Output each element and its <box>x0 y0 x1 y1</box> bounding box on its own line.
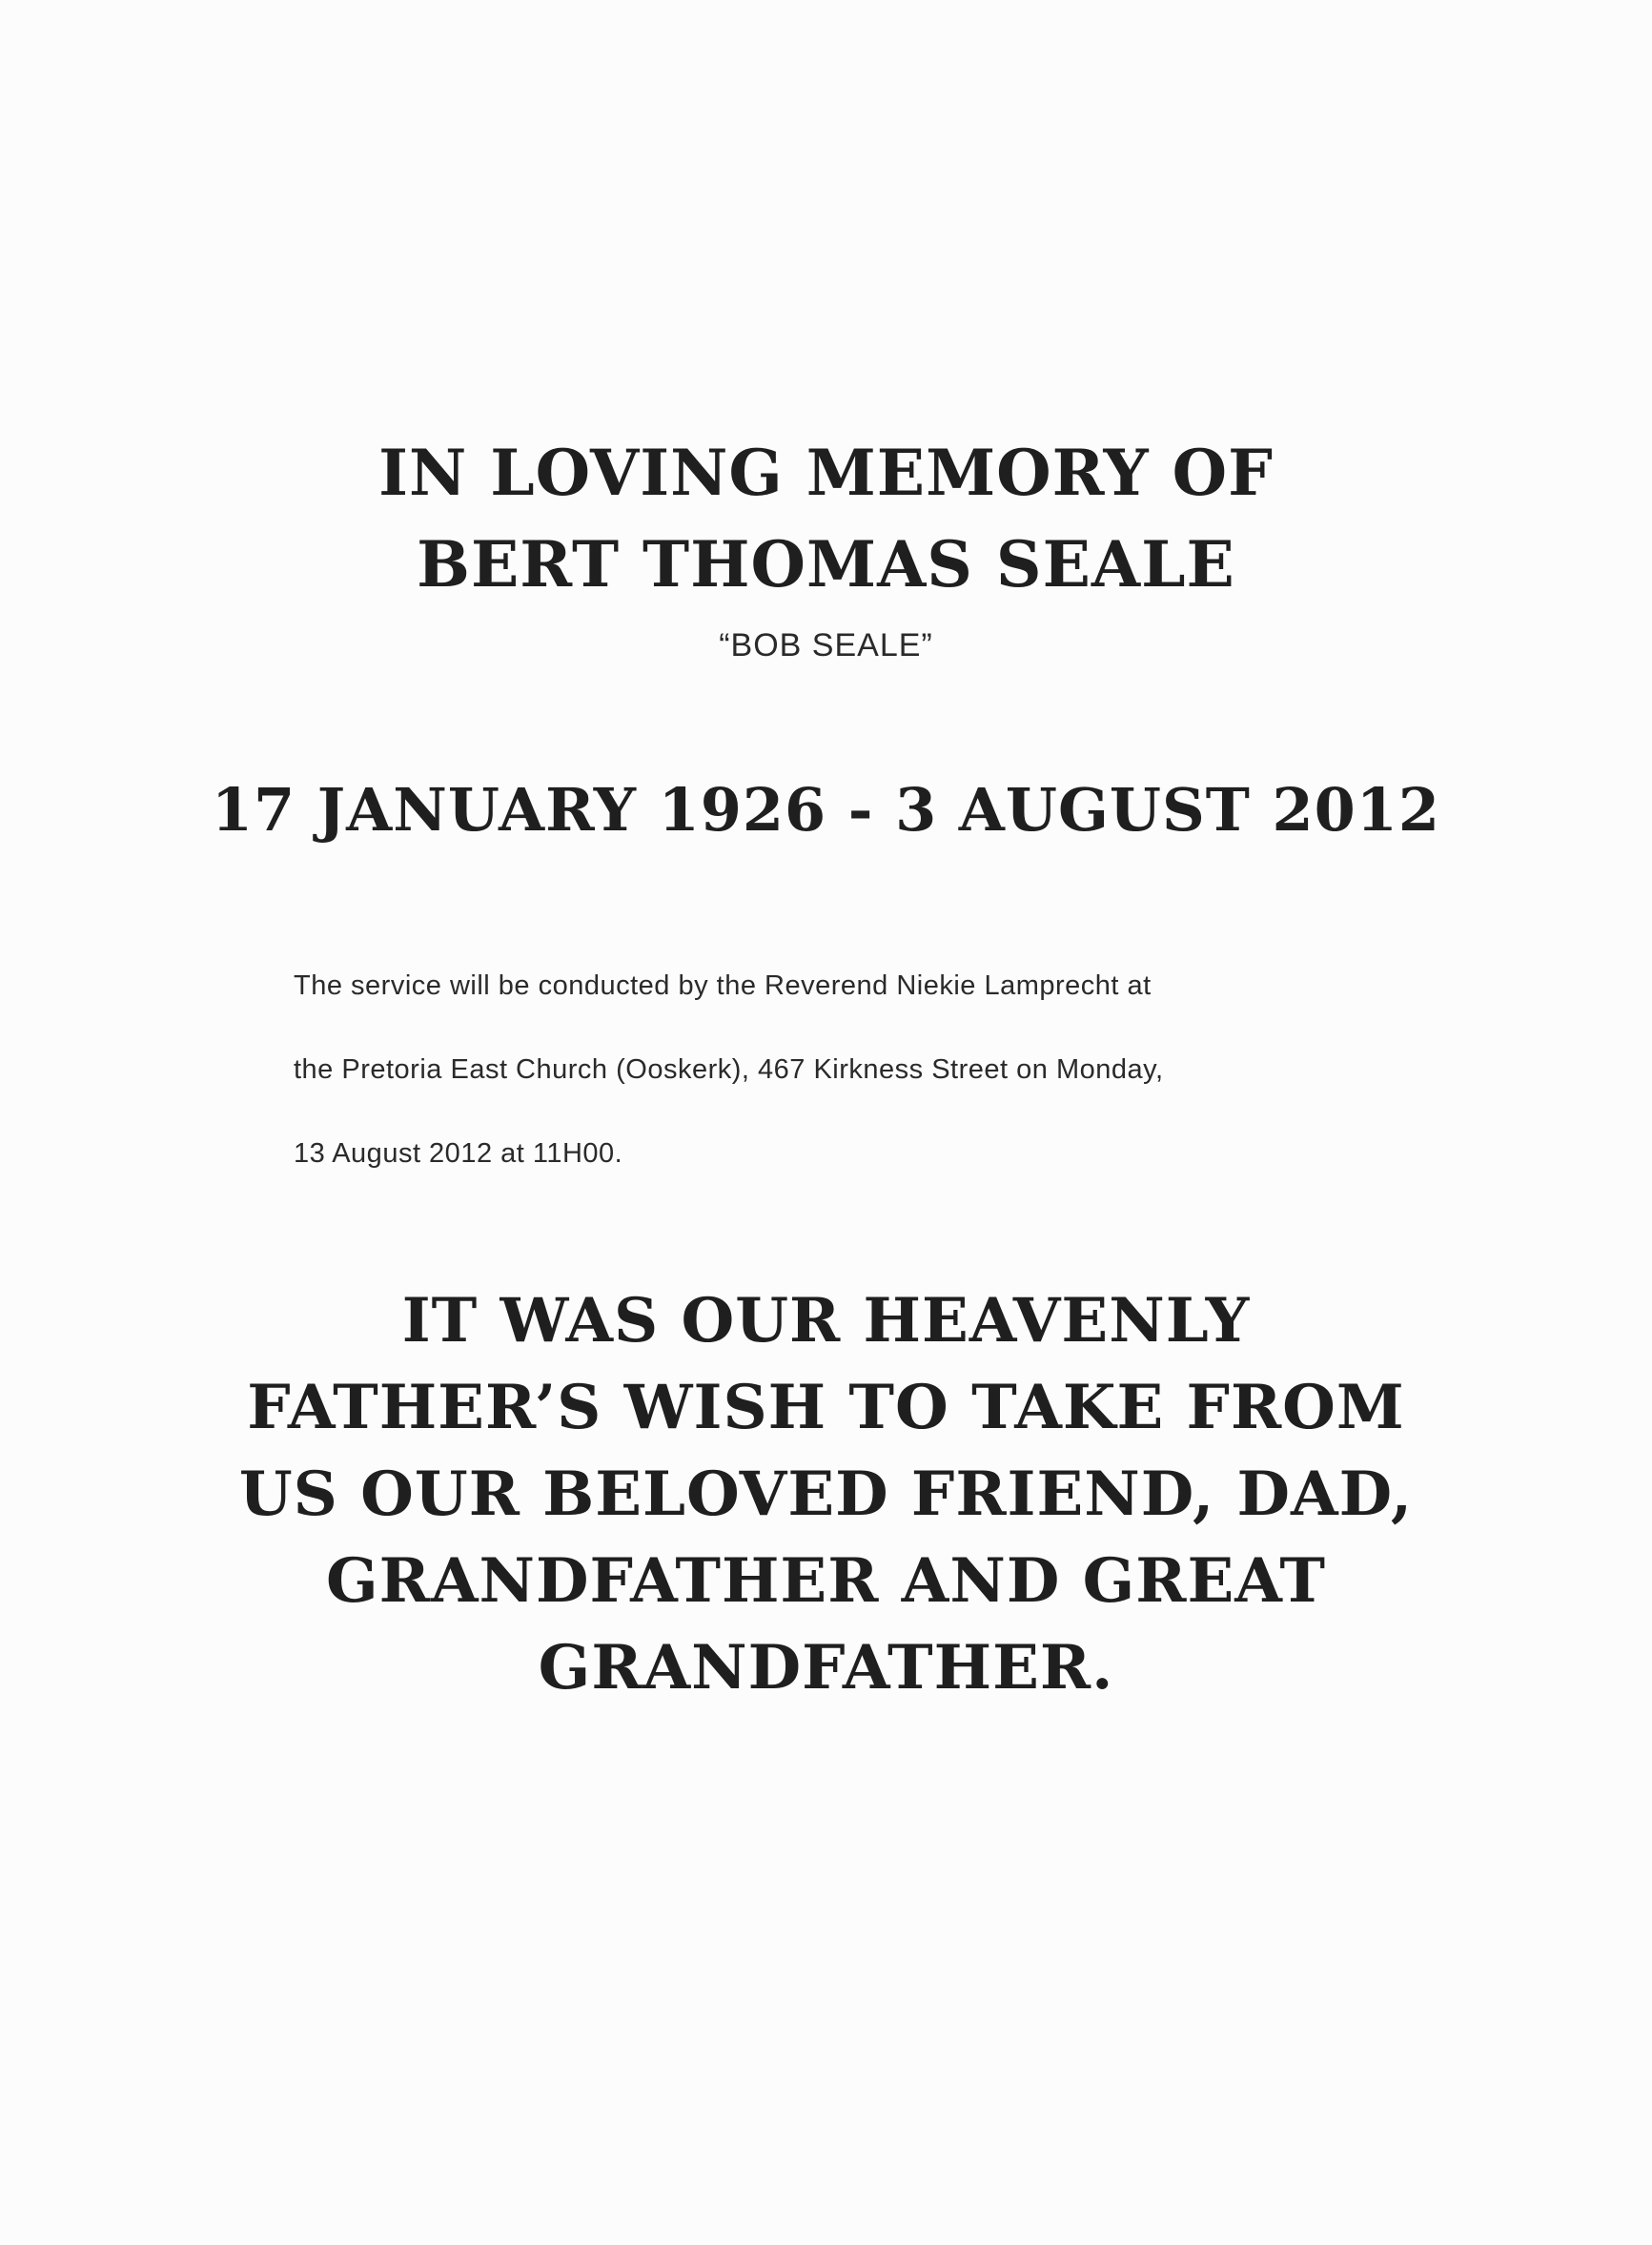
closing-line-2: FATHER’S WISH TO TAKE FROM <box>247 1372 1405 1443</box>
closing-line-5: GRANDFATHER. <box>538 1632 1114 1704</box>
memorial-title <box>0 427 1652 610</box>
closing-line-3: US OUR BELOVED FRIEND, DAD, <box>238 1459 1414 1530</box>
service-line-2: the Pretoria East Church (Ooskerk), 467 Kirkness Street on Monday, <box>294 1054 1164 1085</box>
life-dates: 17 JANUARY 1926 - 3 AUGUST 2012 <box>211 775 1441 845</box>
service-line-3: 13 August 2012 at 11H00. <box>294 1138 623 1169</box>
deceased-name: BERT THOMAS SEALE <box>417 527 1235 602</box>
service-details <box>294 944 1390 1195</box>
closing-line-1: IT WAS OUR HEAVENLY <box>401 1285 1251 1357</box>
nickname: “BOB SEALE” <box>719 627 933 663</box>
closing-statement <box>0 1277 1652 1711</box>
closing-line-4: GRANDFATHER AND GREAT <box>325 1545 1327 1617</box>
title-line-1: IN LOVING MEMORY OF <box>378 436 1274 510</box>
service-line-1: The service will be conducted by the Reverend Niekie Lamprecht at <box>294 970 1152 1001</box>
